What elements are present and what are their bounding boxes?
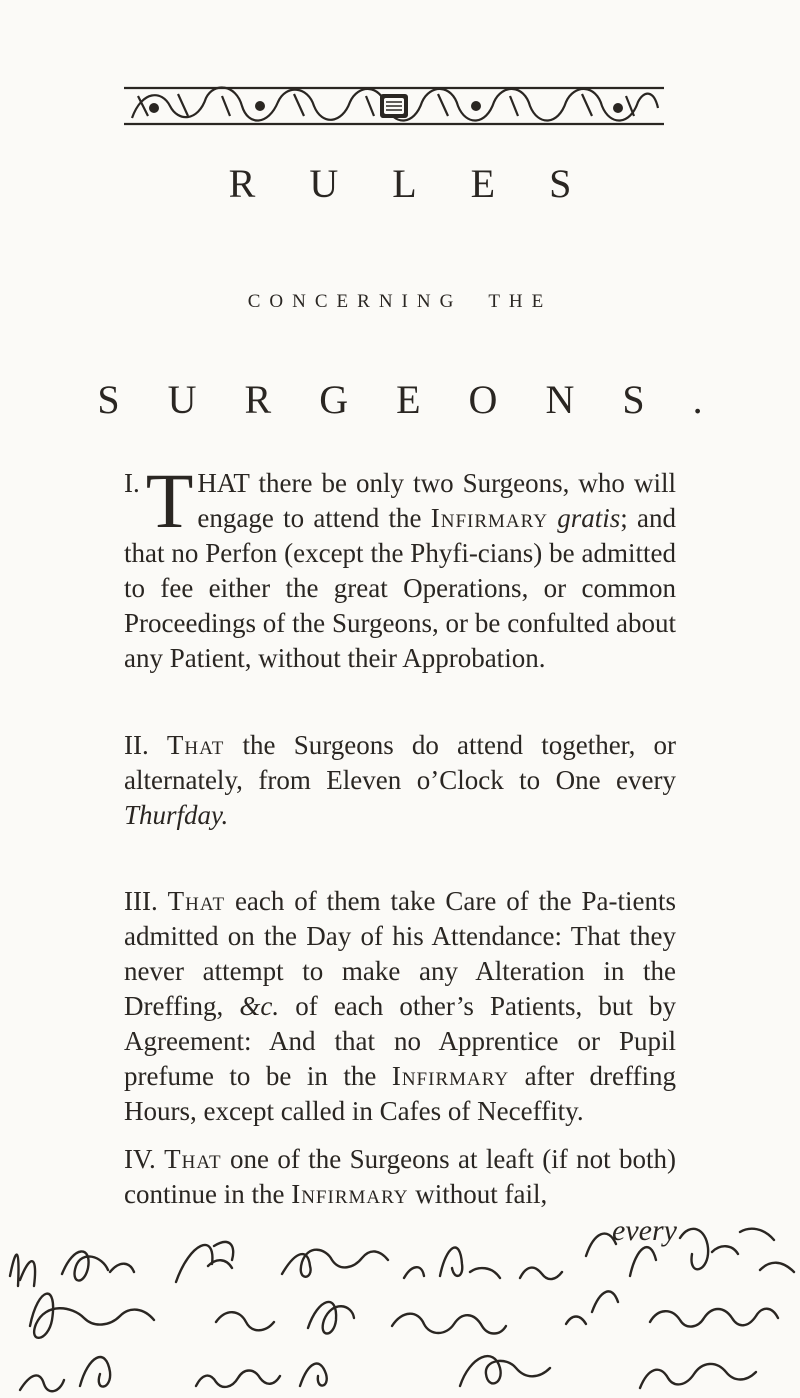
rule-2-numeral: II. <box>124 730 149 760</box>
rule-4-text-b: without fail, <box>408 1179 548 1209</box>
rule-3-text-b: of each other’s Patients, but by Agreement: And that no Apprentice or Pupil prefume to be in the <box>124 991 676 1091</box>
subtitle-concerning-the <box>0 290 800 314</box>
rule-1-text-b: ; and that no Perfon (except the Phyfi-cians) be admitted to fee either the great Operations, or common Proceedings of the Surgeons, or be confulted about any Patient, without their Approbation. <box>124 503 676 673</box>
rule-3 <box>124 884 676 1129</box>
rule-3-text-a: each of them take Care of the Pa-tients admitted on the Day of his Attendance: That they never attempt to make any Alteration in the Dreffing, <box>124 886 676 1021</box>
title-rules: RULES <box>228 161 626 206</box>
rule-2-day: Thurfday. <box>124 800 229 830</box>
subtitle-word-concerning: CONCERNING <box>247 291 463 312</box>
rule-3-etc: &c. <box>239 991 280 1021</box>
rule-3-lead: That <box>167 886 226 916</box>
handwritten-annotation <box>0 1196 800 1398</box>
rule-3-text-c: after dreffing Hours, except called in Cafes of Neceffity. <box>124 1061 676 1126</box>
rule-2-text-a: the Surgeons do attend together, or alternately, from Eleven o’Clock to One every <box>124 730 677 795</box>
annotation-word-every: every <box>612 1214 677 1247</box>
rule-2 <box>124 728 676 833</box>
rule-1-text-a: there be only two Surgeons, who will engage to attend the <box>197 468 676 533</box>
subtitle-word-the: THE <box>488 291 553 312</box>
rule-1 <box>124 457 676 676</box>
rule-3-numeral: III. <box>124 886 158 916</box>
rule-4-infirmary: Infirmary <box>291 1179 409 1209</box>
rule-1-infirmary: Infirmary <box>430 503 548 533</box>
rule-1-numeral: I. <box>124 468 140 498</box>
title-surgeons: SURGEONS. <box>97 377 751 422</box>
ornamental-headpiece <box>118 78 670 134</box>
rule-1-lead: HAT <box>197 468 250 498</box>
rule-4-lead: That <box>164 1144 222 1174</box>
rule-4-text-a: one of the Surgeons at leaft (if not both) continue in the <box>124 1144 676 1209</box>
rule-3-infirmary: Infirmary <box>391 1061 510 1091</box>
rule-1-dropcap: T <box>145 457 194 544</box>
rule-2-lead: That <box>166 730 225 760</box>
rule-1-gratis: gratis <box>557 503 621 533</box>
rule-4-numeral: IV. <box>124 1144 156 1174</box>
